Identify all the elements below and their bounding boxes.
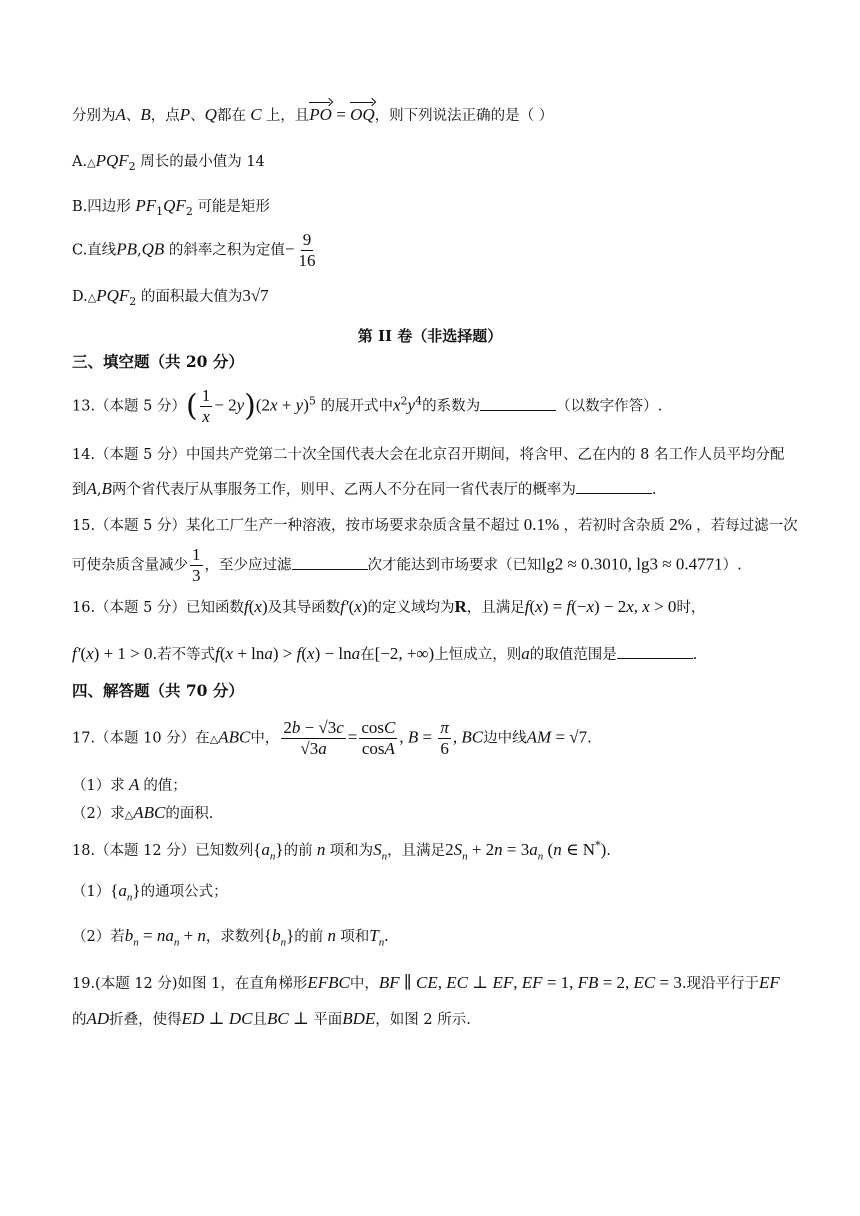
section-solve: 四、解答题（共 70 分） [72,681,244,700]
question-16-line2: f′(x) + 1 > 0.若不等式f(x + lna) > f(x) − lna在[−2, +∞)上恒成立，则a的取值范围是 . [72,644,698,663]
q12-stem: 分别为A、B，点P、Q都在 C 上，且PO = OQ，则下列说法正确的是（ ） [72,105,554,124]
question-17: 17.（本题 10 分）在△ABC中， $\frac{2b - √3c}{√3a}$ = $\frac{\cos C}{\cos A}$ , B = $\frac{\pi}{6}$ , BC边中线AM = √7. [72,718,592,758]
option-b: B.四边形 $PF_1QF_2$ 可能是矩形 [72,196,270,218]
question-18-part2: （2）若$b_n = na_n + n$，求数列$\{b_n\}$的前 n 项和$T_n$. [72,926,389,949]
question-15-line2: 可使杂质含量减少 $\frac{1}{3}$ ，至少应过滤 次才能达到市场要求（已知lg2 ≈ 0.3010, lg3 ≈ 0.4771）. [72,545,742,585]
question-15-line1: 15.（本题 5 分）某化工厂生产一种溶液，按市场要求杂质含量不超过 0.1% ，若初时含杂质 2% ，若每过滤一次 [72,515,798,534]
question-17-part2: （2）求△ABC的面积. [72,803,214,822]
question-19-line1: 19.(本题 12 分)如图 1，在直角梯形EFBC中，BF ∥ CE, EC ⊥ EF, EF = 1, FB = 2, EC = 3.现沿平行于EF [72,973,780,992]
question-14-line2: 到A,B两个省代表厅从事服务工作，则甲、乙两人不分在同一省代表厅的概率为 . [72,479,657,498]
question-18: 18.（本题 12 分）已知数列$\{a_n\}$的前 n 项和为$S_n$，且满足$2S_n + 2n = 3a_n$ (n ∈ N*). [72,839,611,863]
question-18-part1: $(1)\{a_n\}$的通项公式； [72,881,228,904]
section-fill-in: 三、填空题（共 20 分） [72,352,244,371]
question-19-line2: 的AD折叠，使得ED ⊥ DC且BC ⊥ 平面BDE，如图 2 所示. [72,1009,471,1028]
question-16-line1: 16.（本题 5 分）已知函数f(x)及其导函数f′(x)的定义域均为R，且满足f(x) = f(−x) − 2x, x > 0时， [72,597,706,616]
question-17-part1: （1）求 A 的值； [72,775,187,794]
option-d: $D.\triangle PQF_2$ 的面积最大值为3√7 [72,286,269,308]
option-c: C.直线PB,QB 的斜率之积为定值− $\frac{9}{16}$ [72,230,316,270]
question-14-line1: 14.（本题 5 分）中国共产党第二十次全国代表大会在北京召开期间，将含甲、乙在内的 8 名工作人员平均分配 [72,447,785,463]
part-two-title: 第 II 卷（非选择题） [357,327,503,345]
option-a: $A.\triangle PQF_2$ 周长的最小值为 14 [72,151,265,173]
question-13: 13.（本题 5 分）( $\frac{1}{x}$ − $2y)(2x + y)^5$ 的展开式中$x^2y^4$的系数为 （以数字作答）. [72,386,663,426]
